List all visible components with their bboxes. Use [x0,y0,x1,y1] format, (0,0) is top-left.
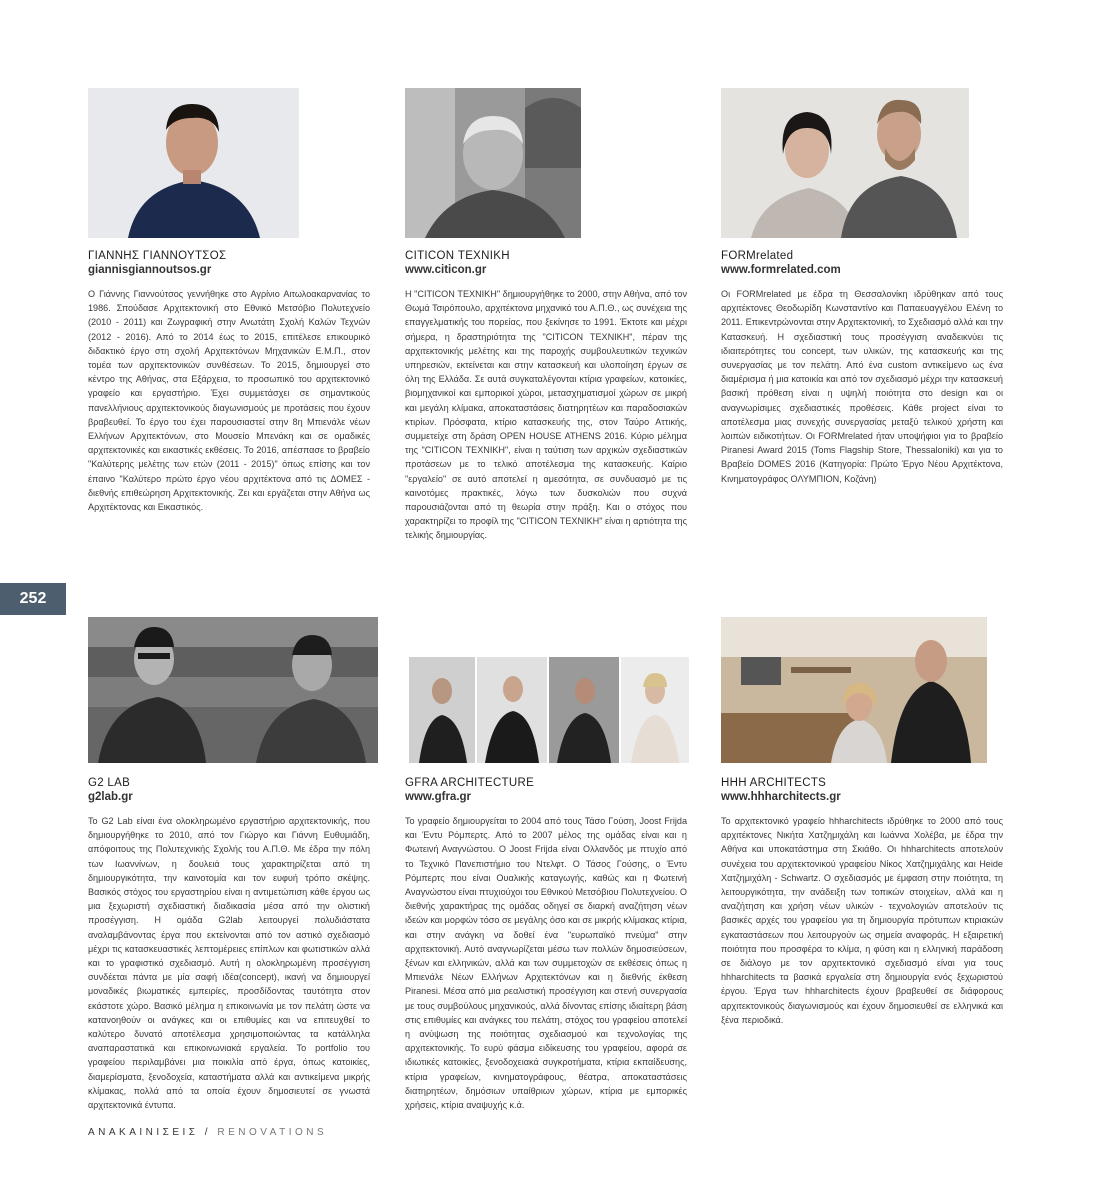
entry-g2lab [88,617,370,1112]
entry-url[interactable]: www.citicon.gr [405,264,487,276]
entry-description: Ο Γιάννης Γιαννούτσος γεννήθηκε στο Αγρίνιο Αιτωλοακαρνανίας το 1986. Σπούδασε Αρχιτεκτονική στο Εθνικό Μετσόβιο Πολυτεχνείο (2010 - 2011) και Ζωγραφική στην Ανωτάτη Σχολή Καλών Τεχνών (2012 - 2016). Από το 2014 έως το 2015, επιτέλεσε επικουρικό διδακτικό έργο στη σχολή Αρχιτεκτόνων Μηχανικών Ε.Μ.Π., στον τομέα των αρχιτεκτονικών συνθέσεων. Το 2015, δημιουργεί στο κέντρο της Αθήνας, στα Εξάρχεια, το προσωπικό του αρχιτεκτονικό γραφείο και εργαστήριο. Έχει συμμετάσχει σε σημαντικούς πανελλήνιους αρχιτεκτονικούς διαγωνισμούς με προτάσεις που έχουν βραβευθεί. Το έργο του έχει παρουσιαστεί στην 8η Μπιενάλε νέων Ελλήνων Αρχιτεκτόνων, στο Μουσείο Μπενάκη και σε ομαδικές αρχιτεκτονικές και εικαστικές εκθέσεις. Το 2016, απέσπασε το βραβείο "Καλύτερης μελέτης των ετών (2011 - 2015)" όπως επίσης και τον έπαινο "Καλύτερο πρώτο έργο νέου αρχιτέκτονα από τις ΔΟΜΕΣ - διεθνής επιθεώρηση Αρχιτεκτονικής. Ζει και εργάζεται στην Αθήνα ως Αρχιτέκτονας και Εικαστικός. [88,289,370,513]
entry-name: GFRA ARCHITECTURE [405,777,535,789]
running-footer [88,1127,327,1138]
entry-gfra [405,617,687,1112]
entry-formrelated [721,88,1003,486]
entry-url[interactable]: www.gfra.gr [405,791,472,803]
footer-primary: ΑΝΑΚΑΙΝΙΣΕΙΣ [88,1127,199,1138]
page-number: 252 [0,583,66,615]
portrait-photo [88,88,299,238]
portrait-photo [721,617,987,763]
entry-name: CITICON ΤΕΧΝΙΚΗ [405,250,510,262]
entry-giannoutsos [88,88,370,514]
entry-description: Η "CITICON ΤΕΧΝΙΚΗ" δημιουργήθηκε το 2000, στην Αθήνα, από τον Θωμά Τσιρόπουλο, αρχιτέκτονα μηχανικό του Α.Π.Θ., ως συνέχεια της επαγγελματικής του πορείας, που ξεκίνησε το 1991. Έκτοτε και μέχρι σήμερα, η δραστηριότητα της "CITICON ΤΕΧΝΙΚΗ", πέραν της αρχιτεκτονικής μελέτης και της παροχής συμβουλευτικών τεχνικών υπηρεσιών, εκτείνεται και στην κατασκευή και υλοποίηση έργων σε όλη της Ελλάδα. Σε αυτά συγκαταλέγονται κτίρια γραφείων, κατοικίες, βιομηχανικοί και εμπορικοί χώροι, μετασχηματισμοί χώρων σε μικρή και μεγάλη κλίμακα, αποκαταστάσεις διατηρητέων και παραδοσιακών κτιρίων. Πρόσφατα, κτίριο κατασκευής της, στον Ταύρο Αττικής, συμμετείχε στη δράση OPEN HOUSE ATHENS 2016. Κύριο μέλημα της "CITICON ΤΕΧΝΙΚΗ", είναι η ταύτιση των αρχικών σχεδιαστικών προτάσεων με το τελικό αποτέλεσμα της κατασκευής. Καίριο "εργαλείο" σε αυτό αποτελεί η αμεσότητα, σε συνδυασμό με τις καινοτόμες πρακτικές, λόγω των δυσκολιών που συχνά παρουσιάζονται από τη θεωρία στην πράξη. Και ο στόχος που χαρακτηρίζει το προφίλ της "CITICON ΤΕΧΝΙΚΗ" είναι η αρτιότητα της τελικής δημιουργίας. [405,289,687,541]
portrait-photo [721,88,969,238]
entry-url[interactable]: www.formrelated.com [721,264,841,276]
entry-hhh [721,617,1003,1027]
entry-name: FORMrelated [721,250,794,262]
footer-divider: / [204,1127,212,1138]
entry-description: Το αρχιτεκτονικό γραφείο hhharchitects ιδρύθηκε το 2000 από τους αρχιτέκτονες Νικήτα Χατζημιχάλη και Ιωάννα Χολέβα, με έδρα την Αθήνα και υποκατάστημα στη Σκιάθο. Οι hhharchitects αποτελούν συνέχεια του αρχιτεκτονικού γραφείου Νίκος Χατζημιχάλης και Heide Χατζημιχάλη - Schwartz. Ο σχεδιασμός με έμφαση στην ποιότητα, τη λειτουργικότητα, την ανάδειξη των τοπικών στοιχείων, αλλά και η αναζήτηση και χρήση νέων υλικών - τεχνολογιών αποτελούν τις βασικές αρχές του γραφείου για τη δημιουργία πρότυπων κτιριακών εγκαταστάσεων που λειτουργούν ως σημεία αναφοράς. Η εξαιρετική ποιότητα που προσφέρα το κλίμα, η φύση και η ελληνική παράδοση σε διάλογο με τον αρχιτεκτονικό σχεδιασμό είναι για τους hhharchitects τα βασικά εργαλεία στη δημιουργία ενός ξεχωριστού έργου. Έργα των hhharchitects έχουν βραβευθεί σε διάφορους αρχιτεκτονικούς διαγωνισμούς και έχουν δημοσιευθεί σε ελληνικά και ξένα περιοδικά. [721,816,1003,1025]
entry-name: ΓΙΑΝΝΗΣ ΓΙΑΝΝΟΥΤΣΟΣ [88,250,227,262]
entry-citicon [405,88,687,543]
entry-name: HHH ARCHITECTS [721,777,827,789]
footer-secondary: RENOVATIONS [217,1127,328,1138]
entry-url[interactable]: www.hhharchitects.gr [721,791,841,803]
portrait-photo [405,88,581,238]
entry-url[interactable]: g2lab.gr [88,791,133,803]
entry-url[interactable]: giannisgiannoutsos.gr [88,264,212,276]
entry-description: Το γραφείο δημιουργείται το 2004 από τους Τάσο Γούση, Joost Frijda και Έντυ Ρόμπερτς. Από το 2007 μέλος της ομάδας είναι και η Φωτεινή Αναγνώστου. Ο Joost Frijda είναι Ολλανδός με πτυχίο από το Τεχνικό Πανεπιστήμιο του Ντελφτ. Ο Τάσος Γούσης, ο Έντυ Ρόμπερτς που είναι Ουαλικής καταγωγής, καθώς και η Φωτεινή Αναγνώστου είναι πτυχιούχοι του Εθνικού Μετσόβιου Πολυτεχνείου. Ο διεθνής χαρακτήρας της ομάδας οδηγεί σε διαρκή αναζήτηση νέων ιδεών και μορφών τόσο σε μεγάλης όσο και σε μικρής κλίμακας κτίρια, και στην ανάγκη να δοθεί ένα "ευρωπαϊκό πνεύμα" στην αρχιτεκτονική. Αυτό αναγνωρίζεται μέσω των πολλών δημοσιεύσεων, ξένων και ελληνικών, αλλά και των συμμετοχών σε εκθέσεις όπως η Μπιενάλε Νέων Ελλήνων Αρχιτεκτόνων και η διεθνής έκθεση Piranesi. Μέσα από μια ρεαλιστική προσέγγιση και στενή συνεργασία με τους συμβούλους μηχανικούς, αλλά δίνοντας επίσης ιδιαίτερη βάση στις επιθυμίες και ανάγκες του πελάτη, στόχος του γραφείου αποτελεί η ανύψωση της ποιότητας σχεδιασμού και τεχνολογίας της αρχιτεκτονικής. Το ευρύ φάσμα ειδίκευσης του γραφείου, αφορά σε ιδιωτικές κατοικίες, ξενοδοχειακά συγκροτήματα, κτίρια εκπαίδευσης, κτίρια γραφείων, κινηματογράφους, θέατρα, αποκαταστάσεις διατηρητέων, δημόσιων υπαίθριων χώρων, κτίρια με εμπορικές χρήσεις, κτίρια αναψυχής κ.ά. [405,816,687,1111]
entry-description: Το G2 Lab είναι ένα ολοκληρωμένο εργαστήριο αρχιτεκτονικής, που δημιουργήθηκε το 2010, από τον Γιώργο και Γιάννη Ευθυμιάδη, απόφοιτους της Πολυτεχνικής Σχολής του Α.Π.Θ. Με έδρα την πόλη των Ιωαννίνων, η δουλειά τους χαρακτηρίζεται από τη δημιουργικότητα, την καινοτομία και τον ευφυή τρόπο σκέψης. Βασικός στόχος του εργαστηρίου είναι η αντιμετώπιση κάθε έργου ως μια ξεχωριστή σχεδιαστική διαδικασία μέσα από την ολιστική προσέγγιση. Η ομάδα G2lab λειτουργεί πολυδιάστατα αναλαμβάνοντας έργα που εκτείνονται από τον αστικό σχεδιασμό μέχρι τις κατασκευαστικές λεπτομέρειες επίπλων και φωτιστικών αλλά και το γραφιστικό σχεδιασμό. Αυτή η ολοκληρωμένη προσέγγιση συνδέεται πάντα με μία σαφή ιδέα(concept), ικανή να δημιουργεί μοναδικές βιωματικές εμπειρίες, προσδίδοντας ταυτότητα στον εκάστοτε χώρο. Βασικό μέλημα η επικοινωνία με τον πελάτη ώστε να κατανοηθούν οι ανάγκες και οι επιθυμίες και να επιτευχθεί το καλύτερο δυνατό αποτέλεσμα χρησιμοποιώντας τα κατάλληλα αναπαραστατικά και επικοινωνιακά εργαλεία. Το portfolio του γραφείου περιλαμβάνει μια ποικιλία από έργα, όπως κατοικίες, διαμερίσματα, ξενοδοχεία, καταστήματα αλλά και αντικείμενα μικρής κλίμακας, πολλά από τα οποία έχουν δημοσιευτεί σε γνωστά αρχιτεκτονικά έντυπα. [88,816,370,1111]
portrait-photo [405,617,694,763]
entry-name: G2 LAB [88,777,131,789]
portrait-photo [88,617,378,763]
entry-description: Οι FORMrelated με έδρα τη Θεσσαλονίκη ιδρύθηκαν από τους αρχιτέκτονες Θεοδωρίδη Κωνσταντίνο και Παπαευαγγέλου Ελένη το 2011. Επικεντρώνονται στην Αρχιτεκτονική, το Σχεδιασμό αλλά και την Κατασκευή. Η σχεδιαστική τους προσέγγιση αναδεικνύει τις ιδιαιτερότητες του concept, των υλικών, της κατασκευής και της συνεργασίας με τον πελάτη. Από ένα custom αντικείμενο ως ένα διαμέρισμα ή μια κατοικία και από τον σχεδιασμό μέχρι την κατασκευή βασική πρόθεση είναι η υψηλή ποιότητα στο design και οι αναγνωρίσιμες σχεδιαστικές προθέσεις. Κάθε project είναι το αποτέλεσμα μιας συνεχής συνεργασίας μεταξύ τελικού χρήστη και λοιπών ειδικοτήτων. Οι FORMrelated ήταν υποψήφιοι για το βραβείο Piranesi Award 2015 (Toms Flagship Store, Thessaloniki) και για το Βραβείο DOMES 2016 (Κατηγορία: Πρώτο Έργο Νέου Αρχιτέκτονα, Κινηματογράφος ΟΛΥΜΠΙΟΝ, Κοζάνη) [721,289,1003,484]
